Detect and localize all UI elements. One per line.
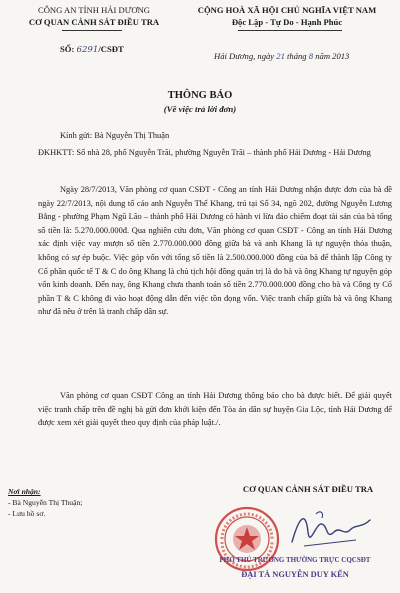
recipients-label: Nơi nhận: — [8, 487, 41, 496]
document-number — [60, 44, 124, 55]
document-number-suffix: /CSĐT — [98, 44, 124, 54]
date-month: 8 — [308, 51, 314, 61]
country-name: CỘNG HOÀ XÃ HỘI CHỦ NGHĨA VIỆT NAM — [197, 5, 377, 15]
agency-header — [8, 4, 180, 28]
header-left-underline — [62, 30, 122, 31]
signer-role: PHÓ THỦ TRƯỞNG THƯỜNG TRỰC CQCSĐT — [219, 556, 371, 564]
document-subtitle: (Về việc trả lời đơn) — [163, 104, 237, 114]
signer-full-name: NGUYỄN DUY KẾN — [272, 570, 349, 579]
document-date — [214, 51, 349, 61]
date-year: năm 2013 — [315, 51, 350, 61]
signer-rank: ĐẠI TÁ — [241, 570, 271, 579]
national-header — [176, 4, 398, 28]
body-paragraph-1: Ngày 28/7/2013, Văn phòng cơ quan CSĐT - Công an tỉnh Hải Dương nhận được đơn của bà đề ngày 22/7/2013, nội dung tố cáo anh Nguyễn Thế Khang, trú tại Số 34, ngõ 202, đường Nguyễn Lương Bằng - phường Phạm Ngũ Lão – thành phố Hải Dương có hành vi lừa đảo chiếm đoạt tài sản của bà tổng số tiền là: 5.270.000.000đ. Qua nghiên cứu đơn, Văn phòng cơ quan CSĐT - Công an tỉnh Hải Dương xác định việc vay mượn số tiền 2.770.000.000 đồng giữa bà và anh Khang là tự nguyện thỏa thuận, không có sự ép buộc. Việc góp vốn với tổng số tiền là 2.500.000.000 đồng của bà để thành lập Công ty Cổ phần quốc tế T & C do ông Khang là chủ tịch hội đồng quản trị là do bà và ông Khang tự nguyện góp vốn kinh doanh. Đến nay, ông Khang chưa thanh toán số tiền 2.770.000.000 đồng cho bà và Công ty Cổ phần T & C không đi vào hoạt động dẫn đến việc tồn đọng vốn. Việc tranh chấp giữa bà và ông Khang như đã nêu ở trên là tranh chấp dân sự. — [38, 185, 392, 317]
agency-department: CƠ QUAN CẢNH SÁT ĐIỀU TRA — [28, 17, 160, 27]
agency-name: CÔNG AN TỈNH HẢI DƯƠNG — [37, 5, 151, 15]
recipient-item: - Bà Nguyễn Thị Thuận; — [8, 498, 83, 507]
document-number-label: SỐ: — [60, 44, 75, 54]
date-month-label: tháng — [287, 51, 307, 61]
handwritten-signature-icon — [286, 502, 376, 554]
header-right-underline — [238, 30, 342, 31]
body-paragraph-2: Văn phòng cơ quan CSĐT Công an tỉnh Hải Dương thông báo cho bà được biết. Để giải quyết việc tranh chấp trên đề nghị bà gửi đơn khởi kiện đến Tòa án dân sự huyện Gia Lộc, tỉnh Hải Dương để được xem xét giải quyết theo quy định của pháp luật./. — [38, 391, 392, 428]
recipient-item: - Lưu hồ sơ. — [8, 509, 46, 518]
document-title: THÔNG BÁO — [167, 90, 233, 101]
date-prefix: Hải Dương, ngày — [214, 51, 275, 61]
recipients-block — [8, 486, 158, 519]
addressee-address: ĐKHKTT: Số nhà 28, phố Nguyễn Trãi, phường Nguyễn Trãi – thành phố Hải Dương - Hải Dương — [38, 148, 371, 157]
national-motto: Độc Lập - Tự Do - Hạnh Phúc — [231, 17, 343, 27]
date-day: 21 — [276, 51, 285, 61]
signing-organization: CƠ QUAN CẢNH SÁT ĐIỀU TRA — [242, 484, 374, 494]
signer-name — [205, 570, 385, 579]
document-number-value: 6291 — [76, 45, 99, 55]
addressee: Kính gửi: Bà Nguyễn Thị Thuận — [60, 131, 170, 140]
